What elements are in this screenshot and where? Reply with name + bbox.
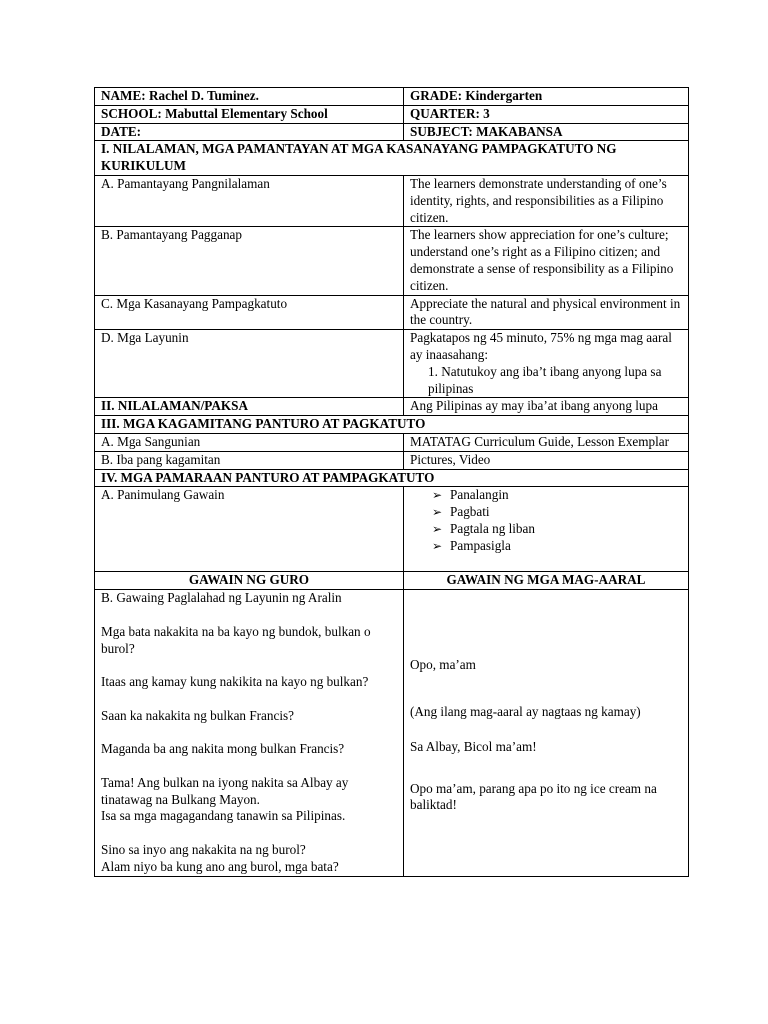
row-value: The learners demonstrate understanding of one’s identity, rights, and responsibilities as a Filipino citizen. [404, 175, 689, 226]
school-name: SCHOOL: Mabuttal Elementary School [95, 105, 404, 123]
row-value: Appreciate the natural and physical environment in the country. [404, 295, 689, 330]
list-item-label: Pagtala ng liban [450, 520, 535, 536]
table-row [95, 123, 689, 141]
list-item-label: Panalangin [450, 487, 509, 503]
student-response: Sa Albay, Bicol ma’am! [410, 738, 537, 754]
arrowhead-bullet-icon: ➢ [432, 521, 443, 536]
magaaral-activity-cell [404, 590, 689, 877]
row-label: A. Mga Sangunian [95, 433, 404, 451]
list-item-label: Pagbati [450, 504, 490, 520]
student-response: Opo, ma’am [410, 657, 476, 673]
objective-item: 1. Natutukoy ang iba’t ibang anyong lupa sa pilipinas [428, 363, 662, 396]
section-heading-row [95, 416, 689, 434]
table-row [95, 295, 689, 330]
arrowhead-bullet-icon: ➢ [432, 488, 443, 503]
arrowhead-bullet-icon: ➢ [432, 538, 443, 553]
table-row [95, 175, 689, 226]
activity-row [95, 590, 689, 877]
table-row [95, 105, 689, 123]
table-row [95, 451, 689, 469]
lesson-plan-table [94, 87, 689, 877]
objectives-cell [404, 330, 689, 398]
table-row [95, 487, 689, 572]
list-item-label: Pampasigla [450, 537, 511, 553]
student-response: (Ang ilang mag-aaral ay nagtaas ng kamay) [410, 703, 641, 719]
table-row [95, 227, 689, 295]
row-label: A. Panimulang Gawain [95, 487, 404, 572]
section-heading-row [95, 469, 689, 487]
arrowhead-bullet-icon: ➢ [432, 505, 443, 520]
section-2-title: II. NILALAMAN/PAKSA [95, 398, 404, 416]
activity-title: B. Gawaing Paglalahad ng Layunin ng Aralin [101, 590, 342, 606]
list-item [432, 504, 682, 521]
row-label: B. Pamantayang Pagganap [95, 227, 404, 295]
grade-level: GRADE: Kindergarten [404, 88, 689, 106]
row-label: C. Mga Kasanayang Pampagkatuto [95, 295, 404, 330]
table-row [95, 330, 689, 398]
section-3-title: III. MGA KAGAMITANG PANTURO AT PAGKATUTO [95, 416, 689, 434]
row-value: Pictures, Video [404, 451, 689, 469]
teacher-name: NAME: Rachel D. Tuminez. [95, 88, 404, 106]
teacher-prompt: Tama! Ang bulkan na iyong nakita sa Albay ay tinatawag na Bulkang Mayon. [101, 774, 349, 807]
section-4-title: IV. MGA PAMARAAN PANTURO AT PAMPAGKATUTO [95, 469, 689, 487]
teacher-prompt: Sino sa inyo ang nakakita na ng burol? [101, 842, 306, 858]
teacher-prompt: Isa sa mga magagandang tanawin sa Pilipinas. [101, 808, 346, 824]
row-value: The learners show appreciation for one’s culture; understand one’s right as a Filipino citizen; and demonstrate a sense of responsibility as a Filipino citizen. [404, 227, 689, 295]
teacher-prompt: Maganda ba ang nakita mong bulkan Francis? [101, 741, 345, 757]
list-item [432, 487, 682, 504]
table-row [95, 88, 689, 106]
subject: SUBJECT: MAKABANSA [404, 123, 689, 141]
section-1-title: I. NILALAMAN, MGA PAMANTAYAN AT MGA KASANAYANG PAMPAGKATUTO NG KURIKULUM [95, 141, 689, 176]
table-row [95, 433, 689, 451]
section-heading-row [95, 141, 689, 176]
panimula-list-cell [404, 487, 689, 572]
date-field: DATE: [95, 123, 404, 141]
teacher-prompt: Alam niyo ba kung ano ang burol, mga bata? [101, 858, 339, 874]
list-item [432, 521, 682, 538]
table-row [95, 398, 689, 416]
row-label: A. Pamantayang Pangnilalaman [95, 175, 404, 226]
quarter: QUARTER: 3 [404, 105, 689, 123]
teacher-prompt: Mga bata nakakita na ba kayo ng bundok, bulkan o burol? [101, 623, 371, 656]
magaaral-column-header: GAWAIN NG MGA MAG-AARAL [404, 572, 689, 590]
row-value: Ang Pilipinas ay may iba’at ibang anyong lupa [404, 398, 689, 416]
row-label: D. Mga Layunin [95, 330, 404, 398]
row-label: B. Iba pang kagamitan [95, 451, 404, 469]
panimula-list [410, 487, 682, 554]
objectives-intro: Pagkatapos ng 45 minuto, 75% ng mga mag aaral ay inaasahang: [410, 330, 672, 362]
list-item [432, 538, 682, 555]
guro-column-header: GAWAIN NG GURO [95, 572, 404, 590]
guro-activity-cell [95, 590, 404, 877]
teacher-prompt: Saan ka nakakita ng bulkan Francis? [101, 707, 294, 723]
teacher-prompt: Itaas ang kamay kung nakikita na kayo ng bulkan? [101, 674, 369, 690]
student-response: Opo ma’am, parang apa po ito ng ice cream na baliktad! [410, 780, 657, 813]
column-header-row [95, 572, 689, 590]
row-value: MATATAG Curriculum Guide, Lesson Exemplar [404, 433, 689, 451]
